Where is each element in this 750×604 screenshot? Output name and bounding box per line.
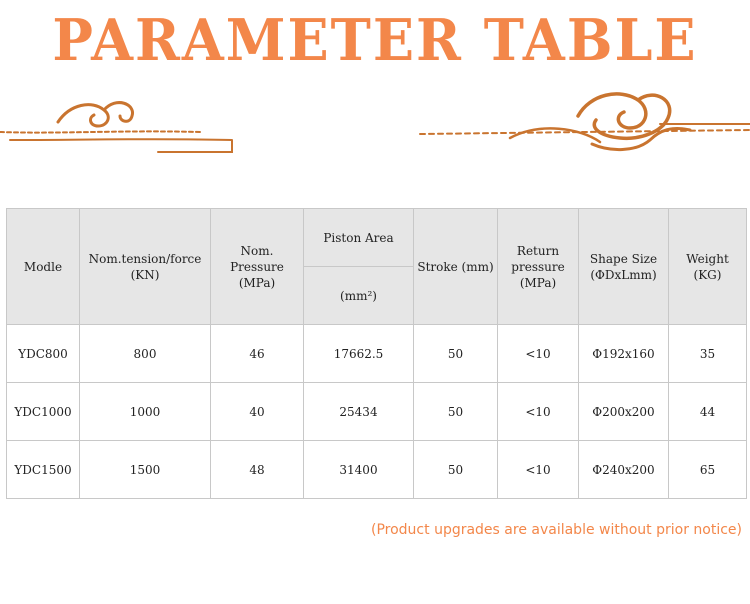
cell-area: 17662.5 — [304, 325, 414, 383]
cloud-tail-right — [510, 128, 600, 142]
header-model: Modle — [7, 209, 80, 325]
cell-weight: 35 — [669, 325, 747, 383]
header-weight: Weight (KG) — [669, 209, 747, 325]
table-row — [7, 383, 747, 441]
cell-stroke: 50 — [414, 441, 498, 499]
cell-return: <10 — [498, 383, 579, 441]
cell-weight: 65 — [669, 441, 747, 499]
cell-shape: Φ240x200 — [579, 441, 669, 499]
cell-area: 31400 — [304, 441, 414, 499]
cell-area: 25434 — [304, 383, 414, 441]
page-title: PARAMETER TABLE — [52, 6, 698, 74]
cell-pressure: 46 — [211, 325, 304, 383]
cell-pressure: 40 — [211, 383, 304, 441]
header-pressure: Nom. Pressure (MPa) — [211, 209, 304, 325]
cloud-ornament — [0, 82, 750, 168]
table-row — [7, 441, 747, 499]
header-piston-unit: (mm²) — [304, 267, 414, 325]
header-return-pressure: Return pressure (MPa) — [498, 209, 579, 325]
cell-stroke: 50 — [414, 325, 498, 383]
cell-model: YDC1000 — [7, 383, 80, 441]
cloud-tail-left — [0, 131, 200, 132]
header-piston-area: Piston Area — [304, 209, 414, 267]
upgrade-notice: (Product upgrades are available without prior notice) — [371, 522, 742, 538]
cell-weight: 44 — [669, 383, 747, 441]
header-stroke: Stroke (mm) — [414, 209, 498, 325]
cell-tension: 1500 — [80, 441, 211, 499]
cell-stroke: 50 — [414, 383, 498, 441]
parameter-table — [6, 208, 747, 499]
header-tension: Nom.tension/force (KN) — [80, 209, 211, 325]
cell-pressure: 48 — [211, 441, 304, 499]
cloud-swirl-left — [58, 103, 133, 126]
cell-tension: 800 — [80, 325, 211, 383]
cell-return: <10 — [498, 441, 579, 499]
header-shape-size: Shape Size (ΦDxLmm) — [579, 209, 669, 325]
cell-model: YDC800 — [7, 325, 80, 383]
table-row — [7, 325, 747, 383]
cell-shape: Φ200x200 — [579, 383, 669, 441]
cell-model: YDC1500 — [7, 441, 80, 499]
cell-return: <10 — [498, 325, 579, 383]
cell-tension: 1000 — [80, 383, 211, 441]
cell-shape: Φ192x160 — [579, 325, 669, 383]
